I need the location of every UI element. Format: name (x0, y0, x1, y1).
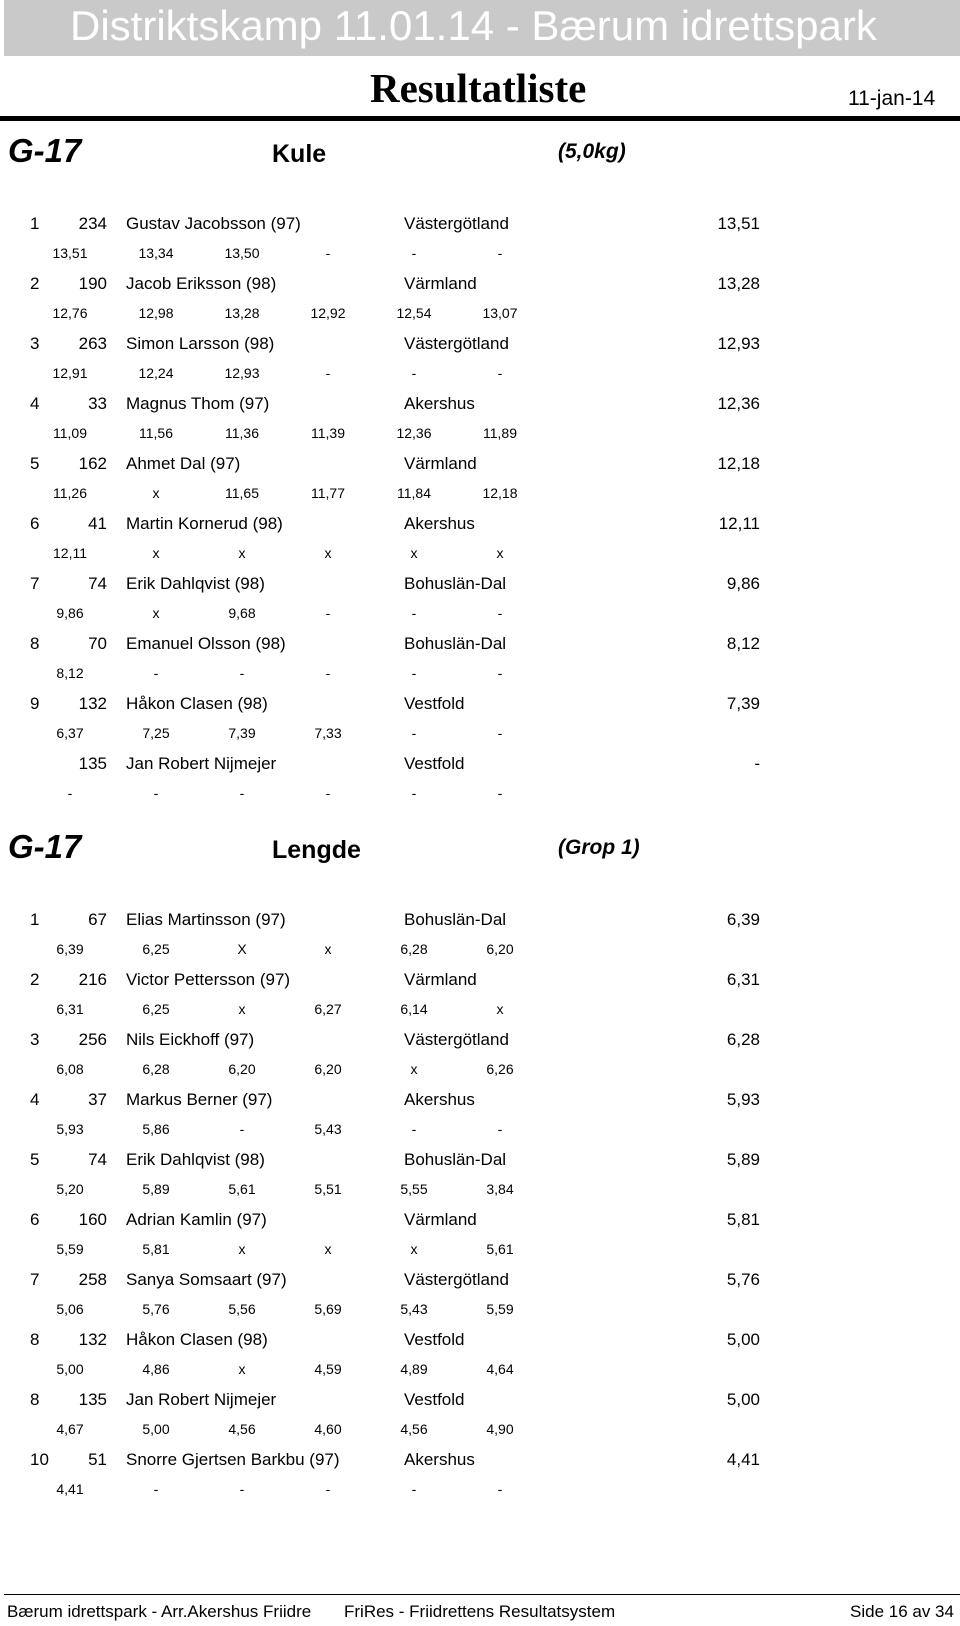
best-result: 4,41 (726, 1450, 760, 1469)
club-name: Akershus (404, 394, 475, 413)
result-row (0, 574, 960, 634)
attempt-4: x (324, 545, 332, 561)
athlete-name: Erik Dahlqvist (98) (126, 574, 265, 593)
rank: 7 (30, 1270, 40, 1289)
attempt-5: 4,56 (400, 1421, 428, 1437)
attempt-5: 6,14 (400, 1001, 428, 1017)
bib-number: 132 (78, 694, 107, 713)
attempt-1: 12,76 (52, 305, 88, 321)
rank: 3 (30, 1030, 40, 1049)
result-row (0, 1270, 960, 1330)
attempt-5: - (411, 245, 417, 261)
best-result: 12,36 (717, 394, 760, 413)
best-result: 5,00 (726, 1330, 760, 1349)
attempt-4: 5,69 (314, 1301, 342, 1317)
bib-number: 135 (78, 754, 107, 773)
athlete-name: Håkon Clasen (98) (126, 694, 268, 713)
rank: 8 (30, 1390, 40, 1409)
club-name: Akershus (404, 1450, 475, 1469)
athlete-name: Jacob Eriksson (98) (126, 274, 277, 293)
result-row (0, 514, 960, 574)
bib-number: 33 (88, 394, 107, 413)
best-result: 13,51 (717, 214, 760, 233)
bib-number: 132 (78, 1330, 107, 1349)
rank: 4 (30, 394, 40, 413)
rank: 4 (30, 1090, 40, 1109)
club-name: Vestfold (404, 1330, 465, 1349)
club-name: Vestfold (404, 1390, 465, 1409)
athlete-name: Elias Martinsson (97) (126, 910, 286, 929)
attempt-3: 4,56 (228, 1421, 256, 1437)
bib-number: 135 (78, 1390, 107, 1409)
bib-number: 74 (88, 574, 107, 593)
attempt-2: - (153, 785, 159, 801)
attempt-6: 5,61 (486, 1241, 514, 1257)
attempt-4: 6,20 (314, 1061, 342, 1077)
athlete-name: Victor Pettersson (97) (126, 970, 291, 989)
attempt-3: x (238, 1001, 246, 1017)
attempt-1: 6,08 (56, 1061, 84, 1077)
section-extra: (Grop 1) (558, 836, 640, 859)
attempt-5: 4,89 (400, 1361, 428, 1377)
attempt-5: x (410, 545, 418, 561)
document-date: 11-jan-14 (848, 87, 936, 110)
attempt-1: 12,91 (52, 365, 88, 381)
footer-page-number: Side 16 av 34 (850, 1602, 954, 1621)
best-result: 6,39 (726, 910, 760, 929)
best-result: 5,93 (726, 1090, 760, 1109)
attempt-6: 4,64 (486, 1361, 514, 1377)
attempt-4: 11,39 (311, 425, 345, 441)
attempt-2: 5,76 (142, 1301, 170, 1317)
attempt-1: 6,37 (56, 725, 84, 741)
athlete-name: Simon Larsson (98) (126, 334, 275, 353)
result-row (0, 394, 960, 454)
attempt-2: x (152, 545, 160, 561)
best-result: 5,89 (726, 1150, 760, 1169)
attempt-3: x (238, 545, 246, 561)
rank: 1 (30, 214, 40, 233)
attempt-2: 5,86 (142, 1121, 170, 1137)
club-name: Västergötland (404, 1270, 509, 1289)
result-row (0, 274, 960, 334)
athlete-name: Jan Robert Nijmejer (126, 1390, 277, 1409)
rank: 9 (30, 694, 40, 713)
result-row (0, 754, 960, 814)
attempt-2: x (152, 485, 160, 501)
attempt-6: - (497, 245, 503, 261)
attempt-2: 12,24 (138, 365, 174, 381)
rank: 8 (30, 1330, 40, 1349)
attempt-3: 11,65 (225, 485, 259, 501)
attempt-6: 6,20 (486, 941, 514, 957)
attempt-3: 12,93 (224, 365, 260, 381)
club-name: Värmland (404, 1210, 477, 1229)
entry-list (0, 910, 960, 1510)
attempt-2: x (152, 605, 160, 621)
rank: 8 (30, 634, 40, 653)
footer-system: FriRes - Friidrettens Resultatsystem (344, 1602, 616, 1621)
club-name: Bohuslän-Dal (404, 1150, 507, 1169)
attempt-2: 5,00 (142, 1421, 170, 1437)
club-name: Västergötland (404, 334, 509, 353)
result-row (0, 1210, 960, 1270)
section-class: G-17 (8, 132, 82, 169)
attempt-3: 5,56 (228, 1301, 256, 1317)
attempt-1: 5,93 (56, 1121, 84, 1137)
attempt-2: 5,81 (142, 1241, 170, 1257)
best-result: 6,31 (726, 970, 760, 989)
athlete-name: Jan Robert Nijmejer (126, 754, 277, 773)
attempt-4: - (325, 785, 331, 801)
attempt-4: - (325, 245, 331, 261)
club-name: Västergötland (404, 1030, 509, 1049)
attempt-3: x (238, 1361, 246, 1377)
attempt-6: x (496, 545, 504, 561)
bib-number: 41 (88, 514, 107, 533)
bib-number: 258 (78, 1270, 107, 1289)
attempt-5: - (411, 1121, 417, 1137)
result-row (0, 1150, 960, 1210)
athlete-name: Ahmet Dal (97) (126, 454, 241, 473)
best-result: 12,18 (717, 454, 760, 473)
best-result: 7,39 (726, 694, 760, 713)
attempt-5: 5,55 (400, 1181, 428, 1197)
best-result: 12,93 (717, 334, 760, 353)
attempt-3: x (238, 1241, 246, 1257)
attempt-1: 5,00 (56, 1361, 84, 1377)
attempt-3: 13,50 (224, 245, 260, 261)
footer-venue: Bærum idrettspark - Arr.Akershus Friidre (7, 1602, 312, 1621)
attempt-6: - (497, 785, 503, 801)
attempt-6: - (497, 365, 503, 381)
attempt-3: - (239, 1481, 245, 1497)
attempt-2: 6,28 (142, 1061, 170, 1077)
attempt-4: - (325, 365, 331, 381)
attempt-3: 5,61 (228, 1181, 256, 1197)
club-name: Värmland (404, 454, 477, 473)
attempt-6: - (497, 1121, 503, 1137)
attempt-1: 9,86 (56, 605, 84, 621)
best-result: 5,76 (726, 1270, 760, 1289)
attempt-5: - (411, 365, 417, 381)
attempt-2: 13,34 (138, 245, 174, 261)
attempt-2: - (153, 1481, 159, 1497)
bib-number: 37 (88, 1090, 107, 1109)
attempt-6: 12,18 (482, 485, 518, 501)
attempt-5: - (411, 605, 417, 621)
attempt-4: 4,60 (314, 1421, 342, 1437)
result-row (0, 694, 960, 754)
result-row (0, 1090, 960, 1150)
club-name: Bohuslän-Dal (404, 634, 507, 653)
attempt-6: x (496, 1001, 504, 1017)
club-name: Vestfold (404, 694, 465, 713)
attempt-4: 7,33 (314, 725, 342, 741)
attempt-5: x (410, 1061, 418, 1077)
attempt-5: 5,43 (400, 1301, 428, 1317)
bib-number: 67 (88, 910, 107, 929)
page-title: Resultatliste (370, 65, 587, 111)
bib-number: 162 (78, 454, 107, 473)
attempt-1: 5,06 (56, 1301, 84, 1317)
attempt-6: - (497, 605, 503, 621)
athlete-name: Magnus Thom (97) (126, 394, 270, 413)
club-name: Vestfold (404, 754, 465, 773)
best-result: 9,86 (726, 574, 760, 593)
athlete-name: Nils Eickhoff (97) (126, 1030, 255, 1049)
attempt-2: 5,89 (142, 1181, 170, 1197)
attempt-1: 13,51 (52, 245, 88, 261)
athlete-name: Håkon Clasen (98) (126, 1330, 268, 1349)
attempt-4: 6,27 (314, 1001, 342, 1017)
attempt-1: 11,09 (53, 425, 87, 441)
attempt-3: 13,28 (224, 305, 260, 321)
attempt-1: - (67, 785, 73, 801)
attempt-5: 12,54 (396, 305, 432, 321)
attempt-1: 12,11 (53, 545, 87, 561)
attempt-4: x (324, 1241, 332, 1257)
best-result: 5,00 (726, 1390, 760, 1409)
rank: 7 (30, 574, 40, 593)
attempt-5: 11,84 (397, 485, 431, 501)
attempt-3: - (239, 1121, 245, 1137)
result-row (0, 334, 960, 394)
bib-number: 160 (78, 1210, 107, 1229)
best-result: 12,11 (718, 514, 760, 533)
athlete-name: Gustav Jacobsson (97) (126, 214, 301, 233)
attempt-3: X (237, 941, 247, 957)
attempt-3: - (239, 785, 245, 801)
club-name: Akershus (404, 514, 475, 533)
bib-number: 70 (88, 634, 107, 653)
attempt-1: 5,59 (56, 1241, 84, 1257)
result-row (0, 634, 960, 694)
result-row (0, 910, 960, 970)
rank: 5 (30, 1150, 40, 1169)
attempt-6: - (497, 725, 503, 741)
bib-number: 51 (88, 1450, 107, 1469)
club-name: Västergötland (404, 214, 509, 233)
rank: 10 (30, 1450, 49, 1469)
rank: 5 (30, 454, 40, 473)
attempt-4: - (325, 605, 331, 621)
attempt-5: 6,28 (400, 941, 428, 957)
attempt-4: 11,77 (311, 485, 345, 501)
attempt-3: 11,36 (225, 425, 259, 441)
result-row (0, 454, 960, 514)
attempt-2: 7,25 (142, 725, 170, 741)
athlete-name: Martin Kornerud (98) (126, 514, 283, 533)
attempt-5: 12,36 (396, 425, 432, 441)
bib-number: 256 (78, 1030, 107, 1049)
attempt-1: 4,41 (56, 1481, 84, 1497)
athlete-name: Snorre Gjertsen Barkbu (97) (126, 1450, 340, 1469)
attempt-1: 8,12 (56, 665, 84, 681)
attempt-5: - (411, 665, 417, 681)
athlete-name: Emanuel Olsson (98) (126, 634, 286, 653)
bib-number: 263 (78, 334, 107, 353)
attempt-6: 11,89 (483, 425, 517, 441)
bib-number: 190 (78, 274, 107, 293)
attempt-3: - (239, 665, 245, 681)
attempt-6: - (497, 1481, 503, 1497)
meet-title: Distriktskamp 11.01.14 - Bærum idrettspark (70, 2, 877, 49)
rank: 1 (30, 910, 40, 929)
attempt-3: 9,68 (228, 605, 256, 621)
best-result: 5,81 (726, 1210, 760, 1229)
rank: 6 (30, 514, 40, 533)
attempt-4: 5,51 (314, 1181, 342, 1197)
attempt-2: 6,25 (142, 1001, 170, 1017)
bib-number: 234 (78, 214, 107, 233)
attempt-5: - (411, 1481, 417, 1497)
attempt-6: - (497, 665, 503, 681)
result-row (0, 970, 960, 1030)
attempt-4: 4,59 (314, 1361, 342, 1377)
result-row (0, 214, 960, 274)
attempt-1: 11,26 (53, 485, 87, 501)
best-result: 8,12 (726, 634, 760, 653)
result-row (0, 1030, 960, 1090)
athlete-name: Sanya Somsaart (97) (126, 1270, 287, 1289)
attempt-1: 6,39 (56, 941, 84, 957)
attempt-6: 6,26 (486, 1061, 514, 1077)
attempt-1: 4,67 (56, 1421, 84, 1437)
attempt-5: - (411, 785, 417, 801)
best-result: 13,28 (717, 274, 760, 293)
club-name: Värmland (404, 970, 477, 989)
attempt-1: 5,20 (56, 1181, 84, 1197)
best-result: 6,28 (726, 1030, 760, 1049)
attempt-6: 5,59 (486, 1301, 514, 1317)
header-rule (0, 116, 960, 121)
attempt-6: 3,84 (486, 1181, 514, 1197)
rank: 2 (30, 970, 40, 989)
club-name: Akershus (404, 1090, 475, 1109)
attempt-6: 13,07 (482, 305, 518, 321)
attempt-2: 12,98 (138, 305, 174, 321)
result-row (0, 1450, 960, 1510)
attempt-2: 6,25 (142, 941, 170, 957)
section-extra: (5,0kg) (558, 140, 626, 163)
attempt-3: 7,39 (228, 725, 256, 741)
section-event: Lengde (272, 836, 361, 864)
athlete-name: Adrian Kamlin (97) (126, 1210, 267, 1229)
rank: 2 (30, 274, 40, 293)
attempt-2: 11,56 (139, 425, 173, 441)
attempt-5: - (411, 725, 417, 741)
club-name: Värmland (404, 274, 477, 293)
attempt-5: x (410, 1241, 418, 1257)
attempt-3: 6,20 (228, 1061, 256, 1077)
athlete-name: Markus Berner (97) (126, 1090, 273, 1109)
footer-rule (4, 1594, 960, 1595)
bib-number: 74 (88, 1150, 107, 1169)
attempt-4: 12,92 (310, 305, 346, 321)
attempt-2: - (153, 665, 159, 681)
rank: 6 (30, 1210, 40, 1229)
result-row (0, 1390, 960, 1450)
bib-number: 216 (78, 970, 107, 989)
section-class: G-17 (8, 828, 82, 865)
rank: 3 (30, 334, 40, 353)
attempt-4: 5,43 (314, 1121, 342, 1137)
attempt-2: 4,86 (142, 1361, 170, 1377)
attempt-6: 4,90 (486, 1421, 514, 1437)
entry-list (0, 214, 960, 814)
attempt-1: 6,31 (56, 1001, 84, 1017)
club-name: Bohuslän-Dal (404, 910, 507, 929)
attempt-4: - (325, 1481, 331, 1497)
club-name: Bohuslän-Dal (404, 574, 507, 593)
best-result: - (754, 754, 760, 773)
result-row (0, 1330, 960, 1390)
attempt-4: x (324, 941, 332, 957)
section-event: Kule (272, 140, 327, 168)
athlete-name: Erik Dahlqvist (98) (126, 1150, 265, 1169)
attempt-4: - (325, 665, 331, 681)
